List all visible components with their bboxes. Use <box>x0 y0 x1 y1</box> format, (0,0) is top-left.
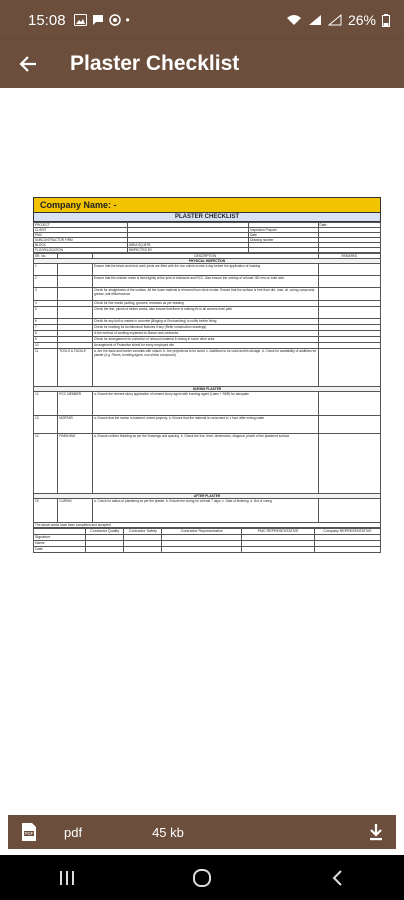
header-cell: PROJECT <box>34 223 128 228</box>
header-cell: Drawing number <box>249 238 318 243</box>
sign-col: Contractor Safety <box>124 529 162 535</box>
table-row: 7 Check for marking for Architectural features if any (Refer construction drawings) <box>34 325 381 331</box>
item-text: a. Are the dado and border conduits with mason. b. Are projections to be avoid. c. Additions to be used and its storage. d. Check for availability of additives for plaster (e.g. Fibers, bonding agent, non shrink compound) <box>92 349 318 387</box>
section-title: DURING PLASTER <box>34 387 381 392</box>
section-title: AFTER PLASTER <box>34 494 381 499</box>
signature-table <box>33 528 381 553</box>
battery-level: 26% <box>347 12 376 28</box>
status-time: 15:08 <box>28 11 66 29</box>
message-icon <box>92 14 104 26</box>
download-icon <box>368 823 384 841</box>
item-text: Is the method of working explained to Mason and contractor <box>92 331 318 337</box>
home-button[interactable] <box>172 858 232 898</box>
status-bar <box>0 0 404 40</box>
item-text: Check for arrangement for collection of rebound material & mixing in some other area <box>92 337 318 343</box>
table-row: 3 Check for straightness of the surface. All the loose material is removed from brick mortar. Ensure that the surface is free from dirt, dust, oil, curing compound, grease, salt efflorescence <box>34 288 381 301</box>
file-info-bar <box>8 815 396 849</box>
header-cell: BLOCK <box>34 243 128 248</box>
pdf-file-icon <box>20 822 38 842</box>
signature-row <box>34 547 381 553</box>
col-head-desc: DESCRIPTION <box>92 254 318 259</box>
table-row: 8 Is the method of working explained to Mason and contractor <box>34 331 381 337</box>
item-text: a. Ensure the cement slurry application of cement slurry agent with bonding agent (Latex + SBR) for adequate <box>92 392 318 416</box>
sign-col: PMC REPRESENTATIVE <box>242 529 315 535</box>
download-button[interactable] <box>368 823 384 841</box>
header-table <box>33 222 381 253</box>
col-head-remarks: REMARKS <box>318 254 380 259</box>
battery-icon <box>382 14 390 27</box>
item-text: Check for straightness of the surface. All the loose material is removed from brick mortar. Ensure that the surface is free from dirt, dust, oil, curing compound, grease, salt efflorescence <box>92 288 318 301</box>
item-text: Check the line, plumb of before works; also ensure that there is nothing fix in all corners level path <box>92 307 318 319</box>
item-text: Check for line marks (cutting, grooves, recesses as per drawing <box>92 301 318 307</box>
signal-icon <box>308 14 322 26</box>
image-icon <box>74 14 87 26</box>
item-text: a. Check for status of plastering as per the plaster. b. Ensure the curing for at least 7 days. c. Date of finishing. d. Not of curing <box>92 499 318 523</box>
item-text: a. Ensure uniform finishing as per the Drawings and spacing. b. Check the line, level, dimensions, diagonal, plumb of the plastered surface <box>92 434 318 494</box>
arrow-left-icon <box>18 54 38 74</box>
sign-col: Company REPRESENTATIVE <box>315 529 381 535</box>
system-nav-bar <box>0 855 404 900</box>
item-text: Ensure that the beam and brick work joints are filled with the non shrink mortar a day before the application of hacking <box>92 264 318 276</box>
table-row: 12 RCC MEMBER a. Ensure the cement slurry application of cement slurry agent with bonding agent (Latex + SBR) for adequate <box>34 392 381 416</box>
item-text: Check for marking for Architectural features if any (Refer construction drawings) <box>92 325 318 331</box>
table-row: 5 Check the line, plumb of before works; also ensure that there is nothing fix in all corners level path <box>34 307 381 319</box>
table-row: 13 MORTAR a. Ensure that the mortar is batched, mixed properly. b. Ensure that the material is consumed in 1 hour after mixing water <box>34 416 381 434</box>
svg-text:PDF: PDF <box>24 831 34 837</box>
header-cell: SUBCONTRACTOR FIRM <box>34 238 128 243</box>
company-name-bar: Company Name: - <box>33 197 381 213</box>
table-row: 15 CURING a. Check for status of plastering as per the plaster. b. Ensure the curing for at least 7 days. c. Date of finishing. d. Not of curing <box>34 499 381 523</box>
app-icon <box>109 14 121 26</box>
notification-icons <box>74 13 130 27</box>
header-row <box>34 248 381 253</box>
table-row: 1 Ensure that the beam and brick work joints are filled with the non shrink mortar a day before the application of hacking <box>34 264 381 276</box>
dot-icon: • <box>125 13 130 27</box>
checklist-table <box>33 253 381 528</box>
table-row: 10 Arrangement of Protective shield for every employed site <box>34 343 381 349</box>
wifi-icon <box>286 14 302 26</box>
note-row <box>34 523 381 528</box>
sign-row-label: Date <box>34 547 86 553</box>
page-title: Plaster Checklist <box>70 52 240 75</box>
table-row: 11 TOOLS & TACKLE a. Are the dado and border conduits with mason. b. Are projections to be avoid. c. Additions to be used and its storage. d. Check for availability of additives for plaster (e.g. Fibers, bonding agent, non shrink compound) <box>34 349 381 387</box>
header-cell: Date : <box>318 223 380 228</box>
file-size: 45 kb <box>152 824 184 840</box>
recent-apps-icon <box>58 870 76 886</box>
sign-row-label: Name <box>34 541 86 547</box>
signal-icon-2 <box>328 14 342 26</box>
chevron-left-icon <box>331 869 343 887</box>
home-icon <box>192 868 212 888</box>
col-head-sr: SR. No. <box>34 254 58 259</box>
header-cell: Inspection Prepare <box>249 228 318 233</box>
table-row: 2 Ensure that the chicken mesh is fixed tightly at the joint of brickwork and RCC. Also ensure the overlap of at least 150 mm on both side. <box>34 276 381 288</box>
back-nav-button[interactable] <box>307 858 367 898</box>
checklist-heading: PLASTER CHECKLIST <box>33 213 381 222</box>
back-button[interactable] <box>0 40 56 88</box>
header-cell: AREA SQ.MTR. <box>127 243 248 248</box>
table-row: 9 Check for arrangement for collection of rebound material & mixing in some other area <box>34 337 381 343</box>
header-cell: FLOOR/LOCATION <box>34 248 128 253</box>
item-text: Ensure that the chicken mesh is fixed tightly at the joint of brickwork and RCC. Also ensure the overlap of at least 150 mm on both side. <box>92 276 318 288</box>
header-cell: INSPECTED BY <box>127 248 248 253</box>
sign-row-label: Signature <box>34 535 86 541</box>
table-row: 4 Check for line marks (cutting, grooves, recesses as per drawing <box>34 301 381 307</box>
table-row: 6 Check for any bolt or inserts in concrete (Binging or Encroaching) to notify before fixing <box>34 319 381 325</box>
app-bar <box>0 40 404 88</box>
note-text: The above works have been completed and accepted <box>34 523 381 528</box>
header-cell: PMC <box>34 233 128 238</box>
pdf-page[interactable] <box>33 197 381 697</box>
item-text: Check for any bolt or inserts in concrete (Binging or Encroaching) to notify before fixing <box>92 319 318 325</box>
status-right <box>286 12 390 28</box>
file-type: pdf <box>64 824 83 840</box>
header-cell: CLIENT <box>34 228 128 233</box>
table-row: 14 FINISHING a. Ensure uniform finishing as per the Drawings and spacing. b. Check the line, level, dimensions, diagonal, plumb of the plastered surface <box>34 434 381 494</box>
header-cell: Date <box>249 233 318 238</box>
sign-col: Contractor Representative <box>162 529 242 535</box>
sign-col: Contractor Quality <box>86 529 124 535</box>
recent-apps-button[interactable] <box>37 858 97 898</box>
section-title: PHYSICAL INSPECTION <box>34 259 381 264</box>
item-text: Arrangement of Protective shield for every employed site <box>92 343 318 349</box>
item-text: a. Ensure that the mortar is batched, mixed properly. b. Ensure that the material is consumed in 1 hour after mixing water <box>92 416 318 434</box>
